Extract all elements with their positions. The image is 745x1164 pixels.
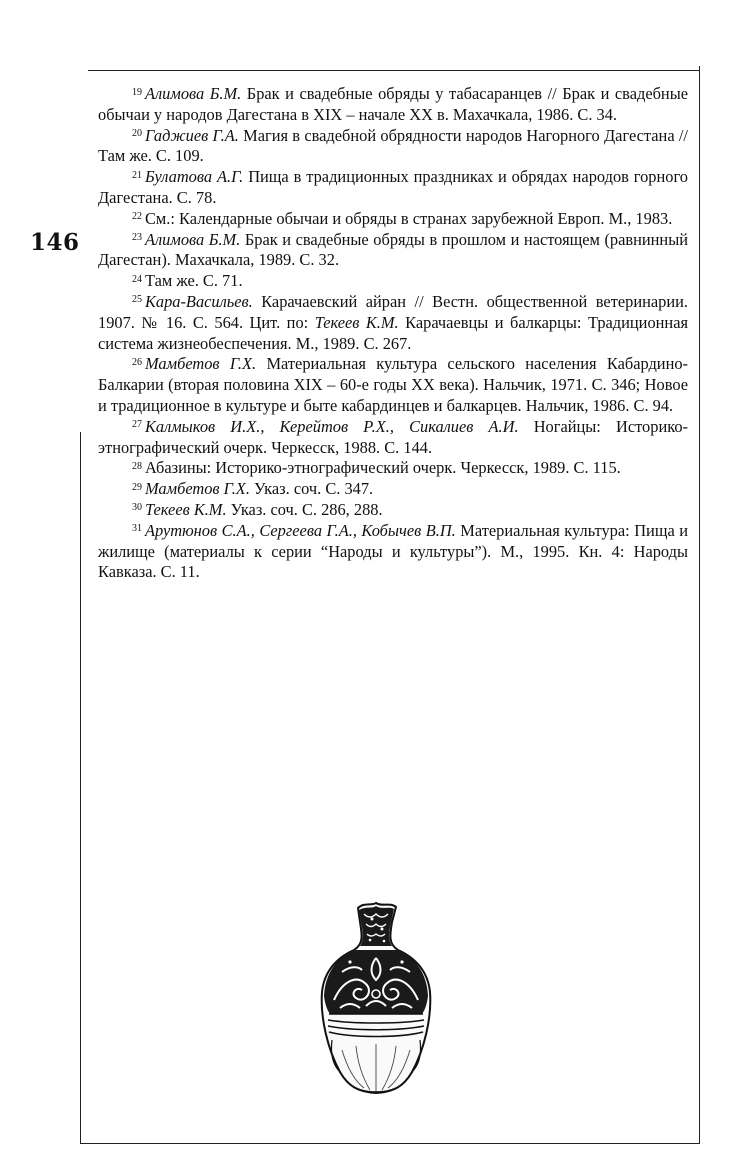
footnote-author: Арутюнов С.А., Сергеева Г.А., Кобычев В.П. bbox=[145, 520, 456, 540]
footnote-number: 26 bbox=[132, 356, 142, 368]
footnote-author-2: Текеев К.М. bbox=[314, 312, 399, 332]
footnote bbox=[98, 417, 688, 459]
footnote-text: Там же. С. 71. bbox=[145, 271, 243, 291]
footnote-author: Булатова А.Г. bbox=[145, 167, 244, 187]
footnote-author: Алимова Б.М. bbox=[145, 229, 241, 249]
footnote-text: Материальная культура сельского населения Кабардино-Балкарии (вторая половина XIX – 60-е годы XX века). Нальчик, 1971. С. 346; Новое и традиционное в культуре и быте кабардинцев и балкарцев. Нальчик, 1986. С. 94. bbox=[98, 354, 689, 415]
footnote bbox=[98, 500, 688, 521]
footnote bbox=[98, 84, 688, 126]
footnote bbox=[98, 167, 688, 209]
footnote-number: 27 bbox=[132, 419, 142, 431]
footnote-number: 21 bbox=[132, 169, 142, 181]
page-number: 146 bbox=[30, 229, 80, 256]
footnote-number: 22 bbox=[132, 211, 142, 223]
footnote bbox=[98, 479, 688, 500]
footnote-number: 29 bbox=[132, 481, 142, 493]
footnote-text: Ногайцы: Историко-этнографический очерк. Черкесск, 1988. С. 144. bbox=[98, 416, 688, 457]
footnotes-list bbox=[98, 84, 688, 583]
left-rule bbox=[80, 432, 81, 1144]
footnote bbox=[98, 230, 688, 272]
footnote-number: 23 bbox=[132, 232, 142, 244]
vase-icon bbox=[312, 900, 440, 1110]
footnote-text: См.: Календарные обычаи и обряды в странах зарубежной Европ. М., 1983. bbox=[145, 208, 673, 228]
footnote bbox=[98, 126, 688, 168]
footnote-number: 24 bbox=[132, 273, 142, 285]
top-rule bbox=[88, 70, 700, 71]
footnote-text: Указ. соч. С. 286, 288. bbox=[226, 499, 383, 519]
footnote bbox=[98, 271, 688, 292]
footnote-text: Брак и свадебные обряды у табасаранцев // Брак и свадебные обычаи у народов Дагестана в XIX – начале XX в. Махачкала, 1986. С. 34. bbox=[98, 84, 688, 124]
footnote-text: Материальная культура: Пища и жилище (материалы к серии “Народы и культуры”). М., 1995. Кн. 4: Народы Кавказа. С. 11. bbox=[98, 520, 689, 582]
footnote-text: Указ. соч. С. 347. bbox=[249, 479, 374, 499]
footnote-number: 30 bbox=[132, 502, 142, 514]
footnote-number: 25 bbox=[132, 294, 142, 306]
footnote bbox=[98, 292, 688, 354]
footnote-author: Текеев К.М. bbox=[145, 499, 227, 519]
footnote-number: 19 bbox=[132, 86, 142, 98]
footnote-text: Брак и свадебные обряды в прошлом и настоящем (равнинный Дагестан). Махачкала, 1989. С. 32. bbox=[98, 229, 688, 270]
footnote-number: 28 bbox=[132, 460, 142, 472]
footnote-author: Гаджиев Г.А. bbox=[145, 125, 239, 145]
footnote bbox=[98, 354, 688, 416]
footnote-author: Мамбетов Г.Х. bbox=[145, 479, 250, 499]
footnote bbox=[98, 209, 688, 230]
footnote-text: Пища в традиционных праздниках и обрядах народов горного Дагестана. С. 78. bbox=[98, 167, 688, 207]
footnote bbox=[98, 521, 688, 583]
footnote-author: Мамбетов Г.Х. bbox=[145, 354, 257, 374]
footnote-author: Калмыков И.Х., Керейтов Р.Х., Сикалиев А.И. bbox=[145, 416, 519, 436]
footnote-author: Алимова Б.М. bbox=[145, 84, 242, 103]
footnote bbox=[98, 458, 688, 479]
footnote-text: Магия в свадебной обрядности народов Нагорного Дагестана // Там же. С. 109. bbox=[98, 125, 688, 166]
footnote-text-2: Карачаевцы и балкарцы: Традиционная система жизнеобеспечения. М., 1989. С. 267. bbox=[98, 312, 689, 353]
footnote-text: Абазины: Историко-этнографический очерк. Черкесск, 1989. С. 115. bbox=[145, 458, 621, 478]
footnote-author: Кара-Васильев. bbox=[145, 291, 253, 311]
footnote-number: 31 bbox=[132, 523, 142, 535]
footnote-number: 20 bbox=[132, 128, 142, 140]
footnote-text: Карачаевский айран // Вестн. общественной ветеринарии. 1907. № 16. С. 564. Цит. по: bbox=[98, 291, 688, 332]
